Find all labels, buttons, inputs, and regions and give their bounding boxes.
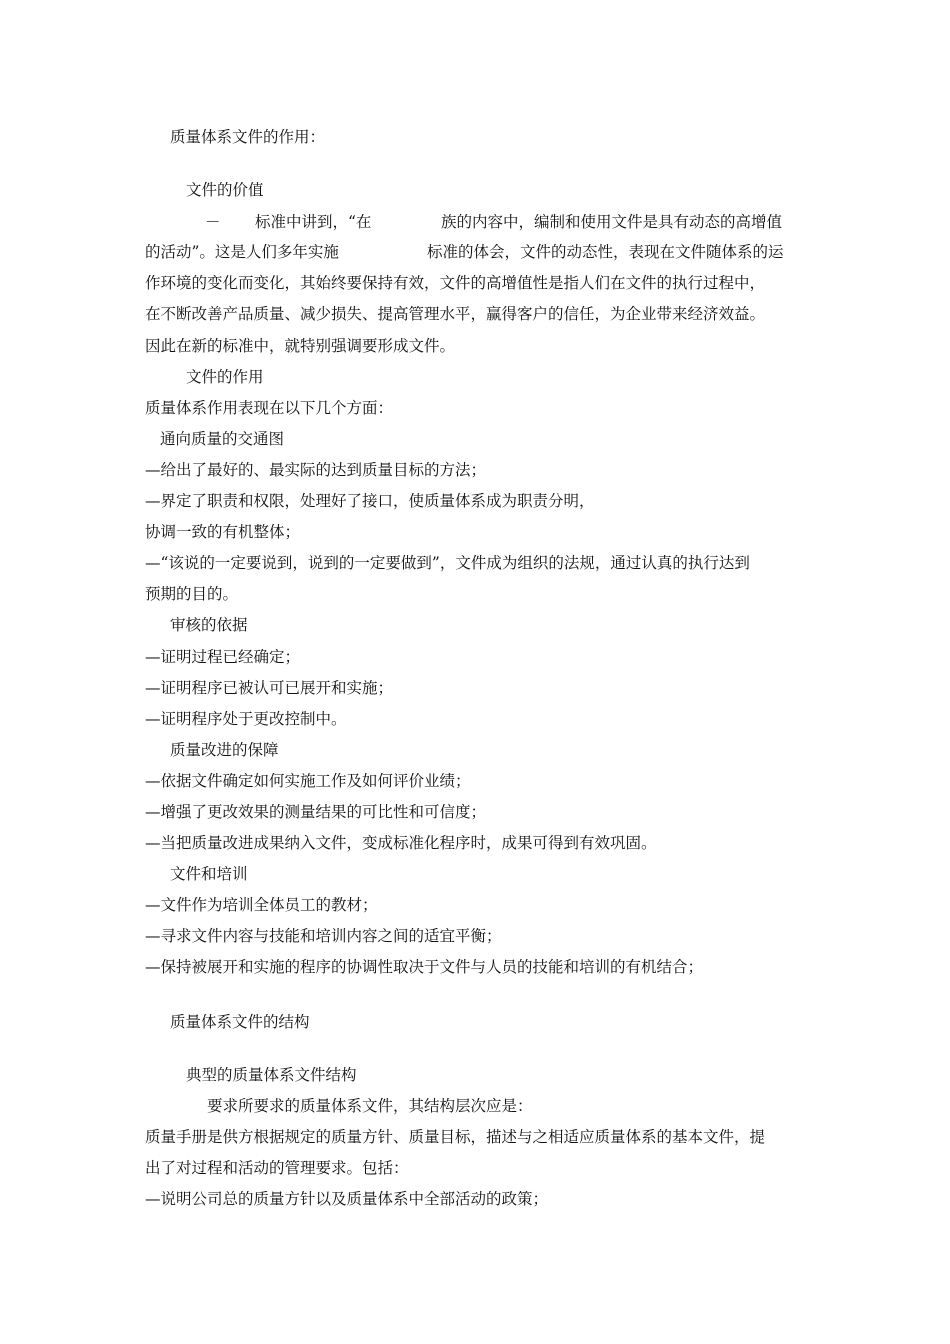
list-item: —增强了更改效果的测量结果的可比性和可信度； <box>145 803 487 821</box>
paragraph-line: 协调一致的有机整体； <box>145 523 301 541</box>
section-heading: 质量体系文件的结构 <box>170 1013 310 1031</box>
paragraph-line: 族的内容中，编制和使用文件是具有动态的高增值 <box>441 213 783 231</box>
dash-mark: － <box>205 213 221 231</box>
subheading: 典型的质量体系文件结构 <box>186 1066 357 1084</box>
subheading: 质量改进的保障 <box>170 741 279 759</box>
paragraph-line: 标准的体会，文件的动态性，表现在文件随体系的运 <box>427 243 784 261</box>
subheading: 文件的价值 <box>186 181 264 199</box>
list-item: —保持被展开和实施的程序的协调性取决于文件与人员的技能和培训的有机结合； <box>145 958 704 976</box>
list-item: —证明程序已被认可已展开和实施； <box>145 679 394 697</box>
section-heading: 质量体系文件的作用： <box>170 128 326 146</box>
subheading: 通向质量的交通图 <box>160 430 285 448</box>
list-item: —证明过程已经确定； <box>145 648 301 666</box>
paragraph-line: 的活动”。这是人们多年实施 <box>145 243 339 261</box>
paragraph-line: 在不断改善产品质量、减少损失、提高管理水平，赢得客户的信任，为企业带来经济效益。 <box>145 305 766 323</box>
list-item: —依据文件确定如何实施工作及如何评价业绩； <box>145 772 471 790</box>
list-item: —当把质量改进成果纳入文件，变成标准化程序时，成果可得到有效巩固。 <box>145 834 657 852</box>
paragraph-line: 标准中讲到，“在 <box>255 213 372 231</box>
subheading: 文件的作用 <box>186 368 264 386</box>
subheading: 文件和培训 <box>170 865 248 883</box>
paragraph-line: 预期的目的。 <box>145 585 239 603</box>
paragraph-line: 要求所要求的质量体系文件，其结构层次应是： <box>207 1097 533 1115</box>
list-item: —给出了最好的、最实际的达到质量目标的方法； <box>145 461 487 479</box>
paragraph-line: 作环境的变化而变化，其始终要保持有效，文件的高增值性是指人们在文件的执行过程中， <box>145 274 766 292</box>
list-item: —界定了职责和权限，处理好了接口，使质量体系成为职责分明， <box>145 492 595 510</box>
subheading: 审核的依据 <box>170 616 248 634</box>
paragraph-line: 质量手册是供方根据规定的质量方针、质量目标，描述与之相适应质量体系的基本文件，提 <box>145 1128 766 1146</box>
list-item: —文件作为培训全体员工的教材； <box>145 896 378 914</box>
list-item: —寻求文件内容与技能和培训内容之间的适宜平衡； <box>145 927 502 945</box>
paragraph-line: 质量体系作用表现在以下几个方面： <box>145 399 394 417</box>
paragraph-line: 因此在新的标准中，就特别强调要形成文件。 <box>145 337 456 355</box>
list-item: —说明公司总的质量方针以及质量体系中全部活动的政策； <box>145 1190 549 1208</box>
list-item: —“该说的一定要说到，说到的一定要做到”，文件成为组织的法规，通过认真的执行达到 <box>145 554 750 572</box>
list-item: —证明程序处于更改控制中。 <box>145 710 347 728</box>
paragraph-line: 出了对过程和活动的管理要求。包括： <box>145 1159 409 1177</box>
